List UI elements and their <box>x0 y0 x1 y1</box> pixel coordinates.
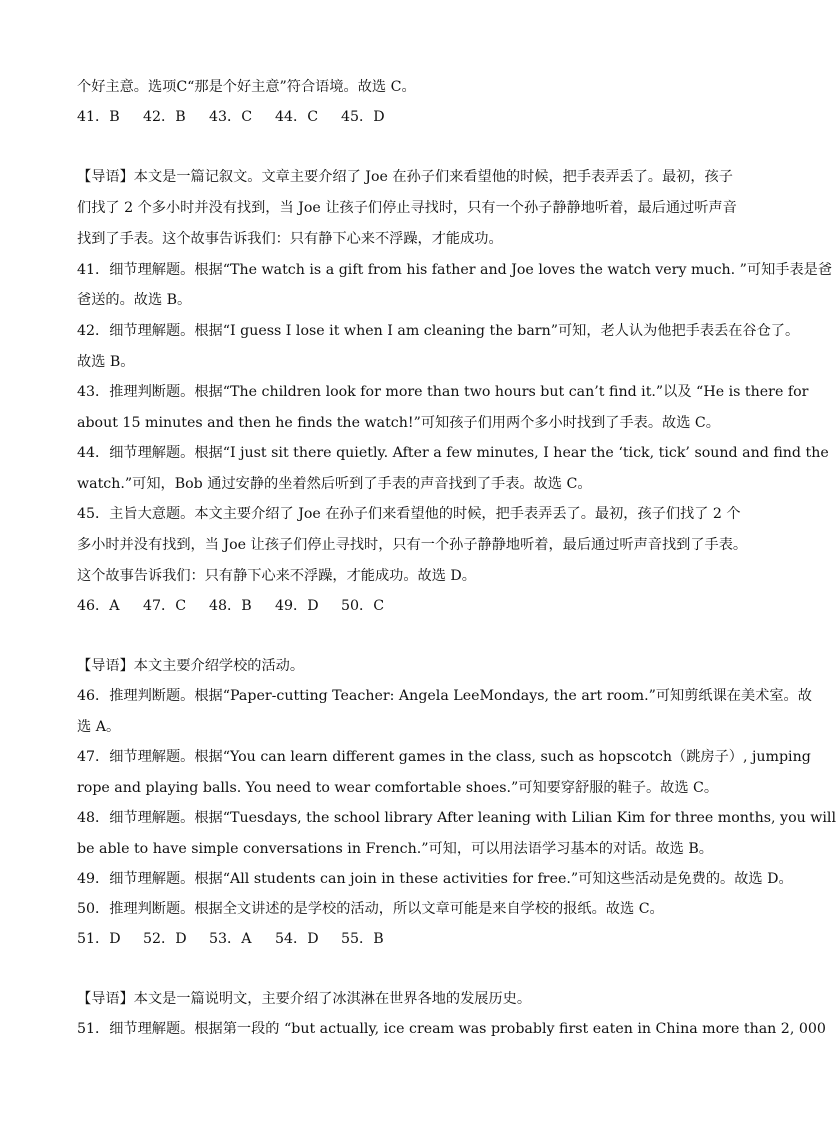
text-line: 46．推理判断题。根据“Paper-cutting Teacher: Angela LeeMondays, the art room.”可知剪纸课在美术室。故 <box>77 688 812 704</box>
answer-item: 51．D <box>77 931 121 947</box>
text-line: 49．细节理解题。根据“All students can join in these activities for free.”可知这些活动是免费的。故选 D。 <box>77 871 793 887</box>
text-line: 找到了手表。这个故事告诉我们：只有静下心来不浮躁，才能成功。 <box>77 231 503 247</box>
answer-item: 45．D <box>341 109 385 125</box>
text-line: 47．细节理解题。根据“You can learn different games in the class, such as hopscotch（跳房子）, jumping <box>77 749 811 765</box>
text-line: 45．主旨大意题。本文主要介绍了 Joe 在孙子们来看望他的时候，把手表弄丢了。最初，孩子们找了 2 个 <box>77 506 741 522</box>
answer-item: 54．D <box>275 931 319 947</box>
text-line: 爸送的。故选 B。 <box>77 292 192 308</box>
text-line: 这个故事告诉我们：只有静下心来不浮躁，才能成功。故选 D。 <box>77 568 476 584</box>
text-line: watch.”可知，Bob 通过安静的坐着然后听到了手表的声音找到了手表。故选 C。 <box>77 476 592 492</box>
text-line: 【导语】本文是一篇记叙文。文章主要介绍了 Joe 在孙子们来看望他的时候，把手表弄丢了。最初，孩子 <box>77 169 733 185</box>
answer-item: 52．D <box>143 931 187 947</box>
answer-row <box>77 596 407 616</box>
text-line: be able to have simple conversations in French.”可知，可以用法语学习基本的对话。故选 B。 <box>77 841 713 857</box>
text-line: 故选 B。 <box>77 354 135 370</box>
text-line: 44．细节理解题。根据“I just sit there quietly. After a few minutes, I hear the ‘tick, tick’ sound and find the <box>77 445 829 461</box>
text-line: about 15 minutes and then he finds the watch!”可知孩子们用两个多小时找到了手表。故选 C。 <box>77 415 720 431</box>
answer-row <box>77 107 407 127</box>
text-line: 多小时并没有找到，当 Joe 让孩子们停止寻找时，只有一个孙子静静地听着，最后通过听声音找到了手表。 <box>77 537 748 553</box>
text-line: 个好主意。选项C“那是个好主意”符合语境。故选 C。 <box>77 79 416 95</box>
text-line: 48．细节理解题。根据“Tuesdays, the school library After leaning with Lilian Kim for three months, you will <box>77 810 836 826</box>
answer-item: 53．A <box>209 931 252 947</box>
text-line: 50．推理判断题。根据全文讲述的是学校的活动，所以文章可能是来自学校的报纸。故选 C。 <box>77 901 664 917</box>
answer-item: 44．C <box>275 109 319 125</box>
answer-item: 41．B <box>77 109 120 125</box>
answer-item: 50．C <box>341 598 385 614</box>
text-line: rope and playing balls. You need to wear comfortable shoes.”可知要穿舒服的鞋子。故选 C。 <box>77 780 719 796</box>
text-line: 41．细节理解题。根据“The watch is a gift from his father and Joe loves the watch very much. ”可知手表是爸 <box>77 262 833 278</box>
answer-item: 46．A <box>77 598 120 614</box>
answer-item: 55．B <box>341 931 384 947</box>
text-line: 选 A。 <box>77 719 121 735</box>
text-line: 们找了 2 个多小时并没有找到，当 Joe 让孩子们停止寻找时，只有一个孙子静静地听着，最后通过听声音 <box>77 200 737 216</box>
answer-item: 48．B <box>209 598 252 614</box>
answer-item: 43．C <box>209 109 253 125</box>
text-line: 43．推理判断题。根据“The children look for more than two hours but can’t find it.”以及 “He is there for <box>77 384 809 400</box>
text-line: 【导语】本文是一篇说明文，主要介绍了冰淇淋在世界各地的发展历史。 <box>77 991 532 1007</box>
text-line: 42．细节理解题。根据“I guess I lose it when I am cleaning the barn”可知，老人认为他把手表丢在谷仓了。 <box>77 323 800 339</box>
text-line: 51．细节理解题。根据第一段的 “but actually, ice cream was probably first eaten in China more than 2, 000 <box>77 1021 826 1037</box>
answer-item: 47．C <box>143 598 187 614</box>
text-line: 【导语】本文主要介绍学校的活动。 <box>77 658 305 674</box>
answer-row <box>77 929 407 949</box>
answer-item: 42．B <box>143 109 186 125</box>
answer-item: 49．D <box>275 598 319 614</box>
